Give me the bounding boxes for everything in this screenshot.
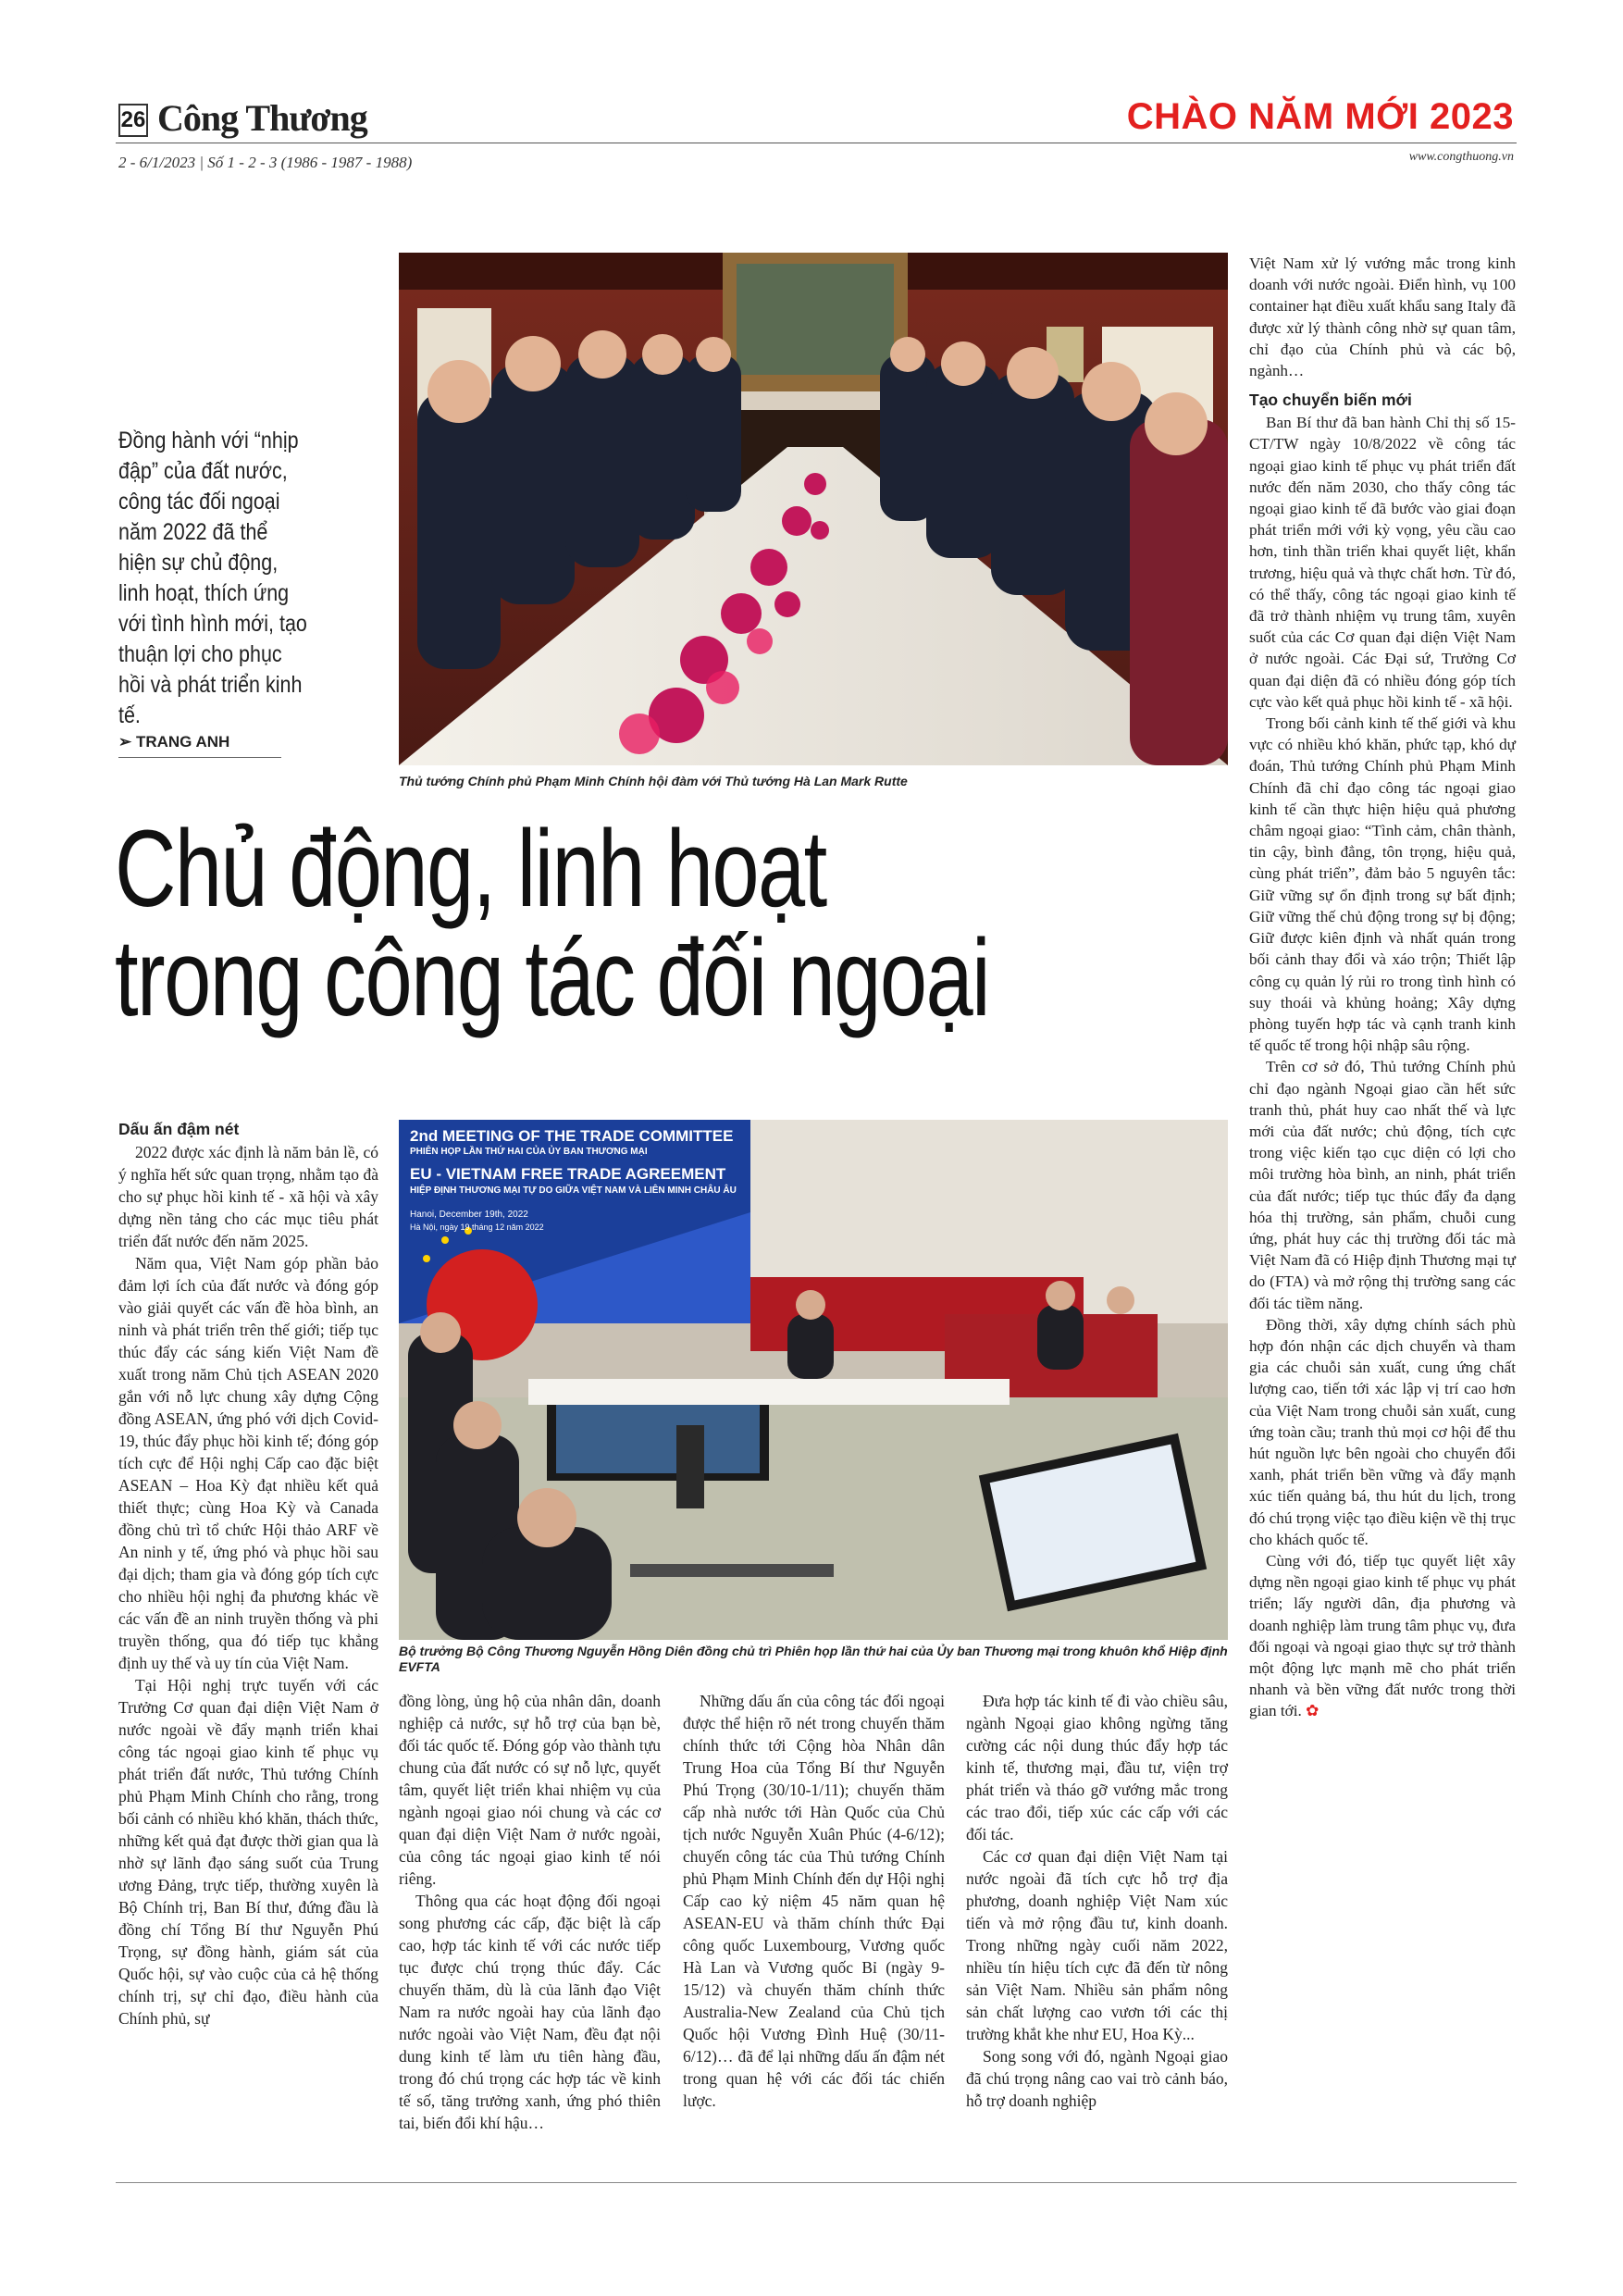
- photo2-caption: Bộ trưởng Bộ Công Thương Nguyễn Hồng Diên đồng chủ trì Phiên họp lần thứ hai của Ủy ban Thương mại trong khuôn khổ Hiệp định EVFTA: [399, 1644, 1228, 1674]
- issue-info: 2 - 6/1/2023 | Số 1 - 2 - 3 (1986 - 1987 - 1988): [118, 154, 413, 171]
- author-byline: [118, 733, 229, 751]
- body-column-3: [683, 1690, 945, 2112]
- banner-line-1: 2nd MEETING OF THE TRADE COMMITTEE: [410, 1127, 734, 1145]
- page-number: 26: [118, 104, 148, 137]
- banner-line-3: EU - VIETNAM FREE TRADE AGREEMENT: [410, 1165, 726, 1183]
- banner-line-6: Hà Nội, ngày 19 tháng 12 năm 2022: [410, 1222, 544, 1232]
- banner-line-2: PHIÊN HỌP LẦN THỨ HAI CỦA ỦY BAN THƯƠNG MẠI: [410, 1147, 648, 1157]
- headline-line-2: trong công tác đối ngoại: [115, 917, 990, 1039]
- end-flower-icon: ✿: [1306, 1702, 1319, 1720]
- website-url[interactable]: www.congthuong.vn: [1408, 150, 1514, 164]
- banner-line-4: HIỆP ĐỊNH THƯƠNG MẠI TỰ DO GIỮA VIỆT NAM VÀ LIÊN MINH CHÂU ÂU: [410, 1185, 737, 1196]
- paragraph-15-text: Cùng với đó, tiếp tục quyết liệt xây dựng nền ngoại giao kinh tế phục vụ phát triển; lấy người dân, địa phương và doanh nghiệp làm trung tâm phục vụ, đưa đối ngoại và ngoại giao thực sự trở thành một động lực mạnh mẽ cho phát triển nhanh và bền vững đất nước trong thời gian tới.: [1249, 1551, 1516, 1720]
- author-name: TRANG ANH: [135, 733, 230, 751]
- subhead-chuyen-bien: Tạo chuyển biến mới: [1249, 391, 1412, 410]
- paragraph-4: đồng lòng, ủng hộ của nhân dân, doanh nghiệp cả nước, sự hỗ trợ của bạn bè, đối tác quốc tế. Đóng góp vào thành tựu chung của đất nước có sự nỗ lực, quyết tâm, quyết liệt triển khai nhiệm vụ của ngành ngoại giao nói chung và các cơ quan đại diện Việt Nam ở nước ngoài, của công tác ngoại giao kinh tế nói riêng.: [399, 1692, 661, 1888]
- paragraph-5: Thông qua các hoạt động đối ngoại song phương các cấp, đặc biệt là cấp cao, hợp tác kinh tế với các nước tiếp tục được chú trọng thúc đẩy. Các chuyến thăm, dù là của lãnh đạo Việt Nam ra nước ngoài hay của lãnh đạo nước ngoài vào Việt Nam, đều đạt nội dung kinh tế làm ưu tiên hàng đầu, trong đó chú trọng các hợp tác về kinh tế số, tăng trưởng xanh, ứng phó thiên tai, biến đổi khí hậu…: [399, 1892, 661, 2132]
- body-column-1: [118, 1120, 378, 2029]
- article-headline: [115, 808, 1010, 1039]
- masthead-logo: Công Thương: [157, 97, 367, 139]
- body-column-5: [1249, 253, 1516, 1722]
- body-column-2: [399, 1690, 661, 2134]
- photo-trade-committee: [399, 1120, 1228, 1640]
- banner-line-5: Hanoi, December 19th, 2022: [410, 1210, 528, 1220]
- paragraph-13: Trên cơ sở đó, Thủ tướng Chính phủ chỉ đạo ngành Ngoại giao cần hết sức tranh thủ, phát huy cao nhất thế và lực mới của đất nước; chủ động, tích cực trong việc kiến tạo cục diện có lợi cho môi trường hòa bình, an ninh, phát triển của đất nước; tiếp tục thúc đẩy đa dạng hóa thị trường, sản phẩm, chuỗi cung ứng, phát huy các thị trường đối tác mà Việt Nam đã có Hiệp định Thương mại tự do (FTA) và mở rộng thị trường sang các đối tác tiềm năng.: [1249, 1058, 1516, 1312]
- subhead-dau-an: Dấu ấn đậm nét: [118, 1120, 240, 1138]
- backdrop-banner: [410, 1127, 743, 1233]
- paragraph-9: Song song với đó, ngành Ngoại giao đã chú trọng nâng cao vai trò cảnh báo, hỗ trợ doanh nghiệp: [966, 2047, 1228, 2110]
- lead-paragraph: Đồng hành với “nhịp đập” của đất nước, công tác đối ngoại năm 2022 đã thể hiện sự chủ động, linh hoạt, thích ứng với tình hình mới, tạo thuận lợi cho phục hồi và phát triển kinh tế.: [118, 428, 307, 728]
- paragraph-11: Ban Bí thư đã ban hành Chỉ thị số 15-CT/TW ngày 10/8/2022 về công tác ngoại giao kinh tế phục vụ phát triển đất nước đến năm 2030, cho thấy công tác ngoại giao kinh tế đã bước vào giai đoạn phát triển mới với kỳ vọng, yêu cầu cao hơn, tinh thần triển khai quyết liệt, khẩn trương, hiệu quả và thực chất hơn. Từ đó, có thể thấy, công tác ngoại giao kinh tế đã trở thành nhiệm vụ trung tâm, xuyên suốt của các Cơ quan đại diện Việt Nam ở nước ngoài. Các Đại sứ, Trưởng Cơ quan đại diện đã có nhiều đóng góp tích cực vào kết quả phục hồi kinh tế - xã hội.: [1249, 414, 1516, 711]
- paragraph-14: Đồng thời, xây dựng chính sách phù hợp đón nhận các dịch chuyển và tham gia các chuỗi sản xuất, cung ứng chất lượng cao, tiến tới xác lập vị trí cao hơn của Việt Nam trong chuỗi sản xuất, cung ứng toàn cầu; tranh thủ mọi cơ hội để thu hút nguồn lực bên ngoài cho chuyển đổi xanh, phát triển bền vững và đẩy mạnh xúc tiến quảng bá, thu hút du lịch, trong đó chú trọng việc tạo điều kiện về thị trục cho khách quốc tế.: [1249, 1315, 1516, 1548]
- footer-rule: [116, 2182, 1517, 2183]
- photo-bilateral-meeting: [399, 253, 1228, 765]
- body-column-4: [966, 1690, 1228, 2112]
- arrow-icon: ➢: [118, 733, 136, 751]
- meeting-room-image: [399, 253, 1228, 765]
- paragraph-15: [1249, 1550, 1516, 1722]
- paragraph-1: 2022 được xác định là năm bản lề, có ý nghĩa hết sức quan trọng, nhằm tạo đà cho sự phục hồi kinh tế - xã hội và xây dựng nền tảng cho các mục tiêu phát triển đất nước đến năm 2025.: [118, 1143, 378, 1250]
- paragraph-10: Việt Nam xử lý vướng mắc trong kinh doanh với nước ngoài. Điển hình, vụ 100 container hạt điều xuất khẩu sang Italy đã được xử lý thành công nhờ sự quan tâm, chỉ đạo của Chính phủ và các bộ, ngành…: [1249, 254, 1516, 380]
- paragraph-2: Năm qua, Việt Nam góp phần bảo đảm lợi ích của đất nước và đóng góp vào giải quyết các vấn đề hòa bình, an ninh và phát triển trên thế giới; tiếp tục thúc đẩy các sáng kiến Việt Nam đề xuất trong năm Chủ tịch ASEAN 2020 gắn với nỗ lực chung xây dựng Cộng đồng ASEAN, ứng phó với dịch Covid-19, thúc đẩy phục hồi kinh tế; đóng góp tích cực để Hội nghị Cấp cao đặc biệt ASEAN – Hoa Kỳ đạt nhiều kết quả thiết thực; cùng Hoa Kỳ và Canada đồng chủ trì tổ chức Hội thảo ARF về An ninh y tế, ứng phó và phục hồi sau đại dịch; tham gia và đóng góp tích cực cho nhiều hội nghị đa phương khác về các vấn đề an ninh truyền thống và phi truyền thống, qua đó tiếp tục khẳng định uy thế và uy tín của Việt Nam.: [118, 1254, 378, 1672]
- paragraph-3: Tại Hội nghị trực tuyến với các Trưởng Cơ quan đại diện Việt Nam ở nước ngoài về đẩy mạnh triển khai công tác ngoại giao kinh tế phục vụ phát triển đất nước, Thủ tướng Chính phủ Phạm Minh Chính cho rằng, trong bối cảnh có nhiều khó khăn, thách thức, những kết quả đạt được thời gian qua là nhờ sự lãnh đạo sáng suốt của Trung ương Đảng, trực tiếp, thường xuyên là Bộ Chính trị, Ban Bí thư, đứng đầu là đồng chí Tổng Bí thư Nguyễn Phú Trọng, sự đồng hành, giám sát của Quốc hội, sự vào cuộc của cả hệ thống chính trị, sự chỉ đạo, điều hành của Chính phủ, sự: [118, 1676, 378, 2028]
- paragraph-7: Đưa hợp tác kinh tế đi vào chiều sâu, ngành Ngoại giao không ngừng tăng cường các nội dung thúc đẩy hợp tác kinh tế, thương mại, đầu tư, viện trợ phát triển và tháo gỡ vướng mắc trong các trao đổi, tiếp xúc các cấp với các đối tác.: [966, 1692, 1228, 1843]
- paragraph-6: Những dấu ấn của công tác đối ngoại được thể hiện rõ nét trong chuyến thăm chính thức tới Cộng hòa Nhân dân Trung Hoa của Tổng Bí thư Nguyễn Phú Trọng (30/10-1/11); chuyến thăm cấp nhà nước tới Hàn Quốc của Chủ tịch nước Nguyễn Xuân Phúc (4-6/12); chuyến công tác của Thủ tướng Chính phủ Phạm Minh Chính đến dự Hội nghị Cấp cao kỷ niệm 45 năm quan hệ ASEAN-EU và thăm chính thức Đại công quốc Luxembourg, Vương quốc Hà Lan và Vương quốc Bỉ (ngày 9-15/12) và chuyến thăm chính thức Australia-New Zealand của Chủ tịch Quốc hội Vương Đình Huệ (30/11-6/12)… đã để lại những dấu ấn đậm nét trong quan hệ với các đối tác chiến lược.: [683, 1692, 945, 2110]
- paragraph-12: Trong bối cảnh kinh tế thế giới và khu vực có nhiều khó khăn, phức tạp, khó dự đoán, Thủ tướng Chính phủ Phạm Minh Chính đã chỉ đạo công tác ngoại giao kinh tế cần thực hiện hiệu quả phương châm ngoại giao: “Tình cảm, chân thành, tin cậy, bình đẳng, tôn trọng, hiệu quả, cùng phát triển”, đảm bảo 5 nguyên tắc: Giữ vững sự ổn định trong sự bất định; Giữ vững thế chủ động trong sự bị động; Giữ được kiên định và nhất quán trong bối cảnh thay đổi và xáo trộn; Thiết lập công cụ quản lý rủi ro trong tình hình có suy thoái và khủng hoảng; Xây dựng phòng tuyến hợp tác và cạnh tranh kinh tế quốc tế trong hội nhập sâu rộng.: [1249, 714, 1516, 1055]
- byline-rule: [118, 757, 281, 758]
- headline-line-1: Chủ động, linh hoạt: [115, 808, 826, 930]
- paragraph-8: Các cơ quan đại diện Việt Nam tại nước ngoài đã tích cực hỗ trợ địa phương, doanh nghiệp Việt Nam xúc tiến và mở rộng đầu tư, kinh doanh. Trong những ngày cuối năm 2022, nhiều tín hiệu tích cực đã đến từ nông sản Việt Nam. Nhiều sản phẩm nông sản chất lượng cao vươn tới các thị trường khắt khe như EU, Hoa Kỳ...: [966, 1847, 1228, 2043]
- edition-title: CHÀO NĂM MỚI 2023: [1126, 96, 1514, 137]
- photo1-caption: Thủ tướng Chính phủ Phạm Minh Chính hội đàm với Thủ tướng Hà Lan Mark Rutte: [399, 774, 908, 788]
